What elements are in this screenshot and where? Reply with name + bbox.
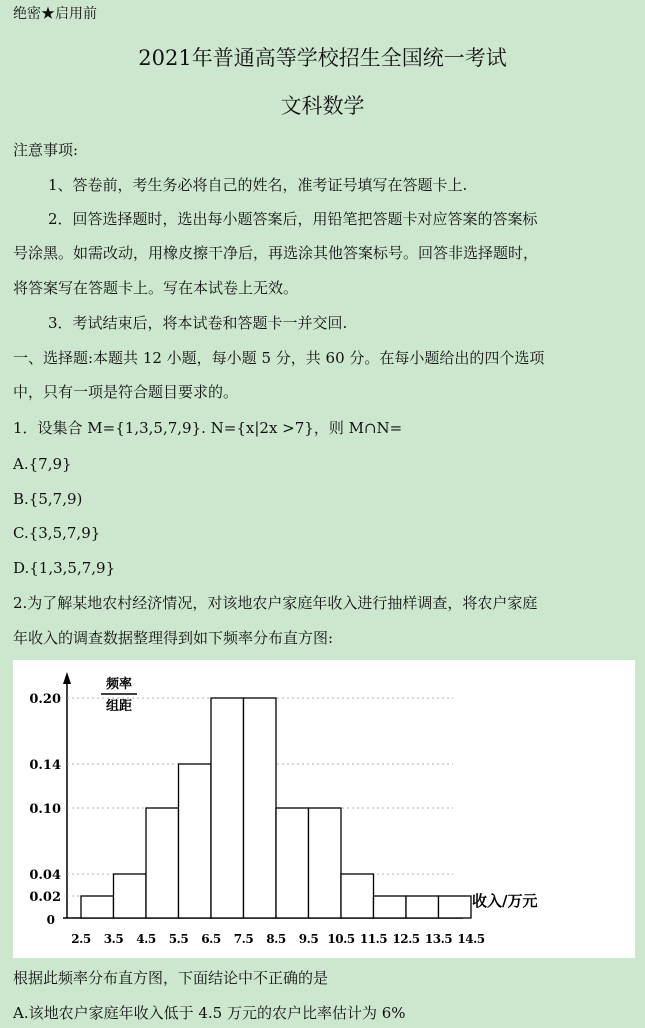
x-tick-label: 8.5 — [266, 932, 286, 946]
notice-item-2: 2．回答选择题时，选出每小题答案后，用铅笔把答题卡对应答案的答案标 — [48, 210, 538, 228]
question-1-option-a: A.{7,9} — [13, 455, 72, 473]
y-tick-label: 0.20 — [29, 692, 61, 707]
histogram-bar — [439, 896, 472, 918]
x-tick-label: 14.5 — [457, 932, 485, 946]
histogram-bar — [244, 698, 277, 918]
x-axis-label: 收入/万元 — [472, 892, 538, 910]
section-intro-line2: 中，只有一项是符合题目要求的。 — [13, 383, 239, 401]
y-axis-label-top: 频率 — [105, 677, 133, 692]
x-tick-label: 13.5 — [424, 932, 453, 946]
question-2-stem-line1: 2.为了解某地农村经济情况，对该地农户家庭年收入进行抽样调查，将农户家庭 — [13, 594, 538, 612]
histogram-bar — [374, 896, 407, 918]
y-tick-label: 0.02 — [29, 890, 61, 905]
x-tick-label: 5.5 — [168, 932, 189, 946]
y-tick-label: 0.04 — [29, 868, 61, 883]
x-tick-label: 7.5 — [233, 932, 254, 946]
histogram-bar — [341, 874, 374, 918]
x-tick-label: 2.5 — [71, 932, 91, 946]
question-1-option-c: C.{3,5,7,9} — [13, 524, 101, 542]
histogram-bar — [276, 808, 309, 918]
y-tick-label: 0.10 — [29, 802, 61, 817]
question-2-followup: 根据此频率分布直方图，下面结论中不正确的是 — [13, 969, 329, 987]
notice-item-3: 3．考试结束后，将本试卷和答题卡一并交回. — [48, 314, 348, 332]
notice-item-2-cont: 号涂黑。如需改动，用橡皮擦干净后，再选涂其他答案标号。回答非选择题时， — [13, 244, 539, 262]
histogram-bar — [81, 896, 114, 918]
y-tick-label: 0.14 — [29, 758, 61, 773]
question-1-stem: 1．设集合 M={1,3,5,7,9}. N={x|2x >7}，则 M∩N= — [13, 419, 403, 437]
histogram-bar — [179, 764, 212, 918]
histogram-bar — [114, 874, 147, 918]
frequency-histogram — [13, 660, 635, 958]
notice-item-1: 1、答卷前，考生务必将自己的姓名，准考证号填写在答题卡上. — [48, 176, 468, 194]
histogram-figure — [13, 660, 635, 958]
x-tick-label: 12.5 — [392, 932, 420, 946]
question-1-option-d: D.{1,3,5,7,9} — [13, 559, 116, 577]
x-tick-label: 11.5 — [359, 932, 388, 946]
origin-label: 0 — [46, 913, 55, 927]
exam-subtitle: 文科数学 — [280, 94, 365, 118]
question-2-stem-line2: 年收入的调查数据整理得到如下频率分布直方图: — [13, 629, 334, 647]
histogram-bar — [146, 808, 179, 918]
y-axis-arrow-icon — [63, 672, 71, 684]
histogram-bar — [406, 896, 439, 918]
secret-label: 绝密★启用前 — [13, 6, 97, 22]
notice-item-2-cont2: 将答案写在答题卡上。写在本试卷上无效。 — [13, 279, 299, 297]
question-1-option-b: B.{5,7,9) — [13, 490, 83, 508]
section-intro-line1: 一、选择题:本题共 12 小题，每小题 5 分，共 60 分。在每小题给出的四个选项 — [13, 349, 545, 367]
exam-title: 2021年普通高等学校招生全国统一考试 — [138, 46, 507, 70]
x-tick-label: 6.5 — [201, 932, 221, 946]
notice-heading: 注意事项: — [13, 141, 79, 159]
question-2-option-a: A.该地农户家庭年收入低于 4.5 万元的农户比率估计为 6% — [13, 1004, 406, 1022]
y-axis-label-bottom: 组距 — [105, 699, 133, 714]
x-tick-label: 9.5 — [298, 932, 319, 946]
histogram-bar — [211, 698, 244, 918]
histogram-bar — [309, 808, 342, 918]
x-tick-label: 4.5 — [136, 932, 156, 946]
x-tick-label: 10.5 — [327, 932, 355, 946]
x-tick-label: 3.5 — [103, 932, 124, 946]
